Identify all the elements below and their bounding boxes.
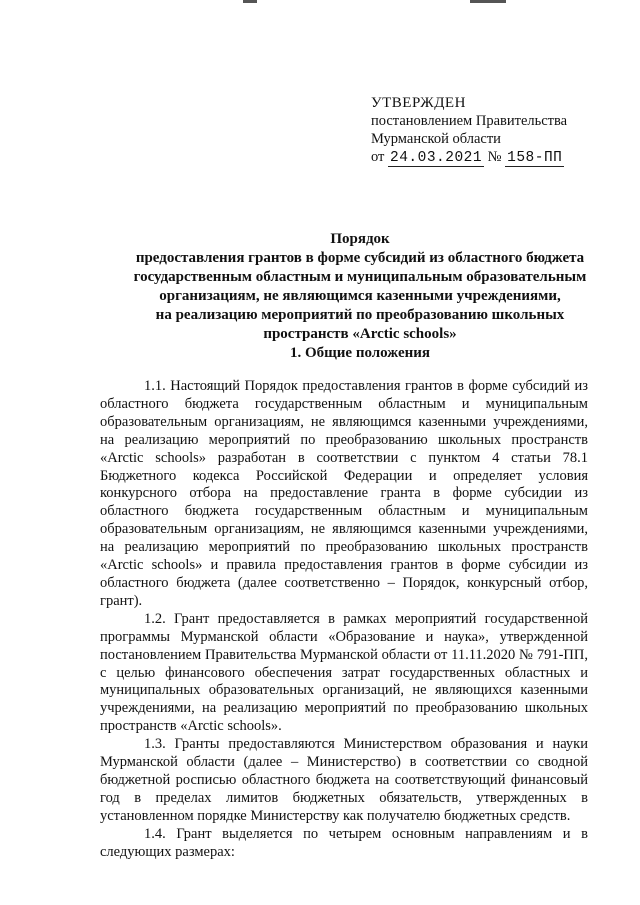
approval-date-line	[371, 148, 621, 167]
title-line: организациям, не являющимся казенными учреждениями,	[159, 288, 561, 304]
approval-number: 158-ПП	[507, 150, 563, 166]
date-prefix: от	[371, 149, 385, 165]
section-heading: 1. Общие положения	[289, 345, 431, 361]
approval-line: постановлением Правительства	[371, 113, 568, 129]
approval-line: Мурманской области	[371, 131, 501, 147]
title-line: предоставления грантов в форме субсидий из областного бюджета	[135, 250, 585, 266]
number-prefix: №	[487, 149, 502, 165]
title-line: государственным областным и муниципальным образовательным	[133, 269, 587, 285]
document-body	[100, 378, 588, 861]
approval-date: 24.03.2021	[390, 150, 483, 166]
paragraph: 1.4. Грант выделяется по четырем основным направлениям и в следующих размерах:	[100, 825, 588, 860]
scan-artifact	[243, 0, 257, 3]
title-line: Порядок	[330, 231, 390, 247]
paragraph: 1.1. Настоящий Порядок предоставления грантов в форме субсидий из областного бюджета государственным областным и муниципальным образовательным организациям, не являющимся казенными учреждениями, на реализацию мероприятий по преобразованию школьных пространств «Arctic schools» разработан в соответствии с пунктом 4 статьи 78.1 Бюджетного кодекса Российской Федерации и определяет условия конкурсного отбора на предоставление гранта в форме субсидии из областного бюджета государственным областным и муниципальным образовательным организациям, не являющимся казенными учреждениями, на реализацию мероприятий по преобразованию школьных пространств «Arctic schools» и правила предоставления грантов в форме субсидии из областного бюджета (далее соответственно – Порядок, конкурсный отбор, грант).	[100, 378, 588, 609]
approval-stamp-block	[371, 94, 621, 167]
title-line: пространств «Arctic schools»	[263, 326, 457, 342]
approval-title: УТВЕРЖДЕН	[371, 95, 466, 111]
paragraph: 1.2. Грант предоставляется в рамках мероприятий государственной программы Мурманской области «Образование и наука», утвержденной постановлением Правительства Мурманской области от 11.11.2020 № 791-ПП, с целью финансового обеспечения затрат государственных областных и муниципальных образовательных организаций, не являющихся казенными учреждениями, на реализацию мероприятий по преобразованию школьных пространств «Arctic schools».	[100, 610, 588, 735]
paragraph: 1.3. Гранты предоставляются Министерством образования и науки Мурманской области (далее – Министерство) в соответствии со сводной бюджетной росписью областного бюджета на соответствующий финансовый год в пределах лимитов бюджетных обязательств, утвержденных в установленном порядке Министерству как получателю бюджетных средств.	[100, 736, 588, 824]
title-line: на реализацию мероприятий по преобразованию школьных	[155, 307, 565, 323]
scan-artifact	[470, 0, 506, 3]
document-title	[100, 230, 620, 344]
